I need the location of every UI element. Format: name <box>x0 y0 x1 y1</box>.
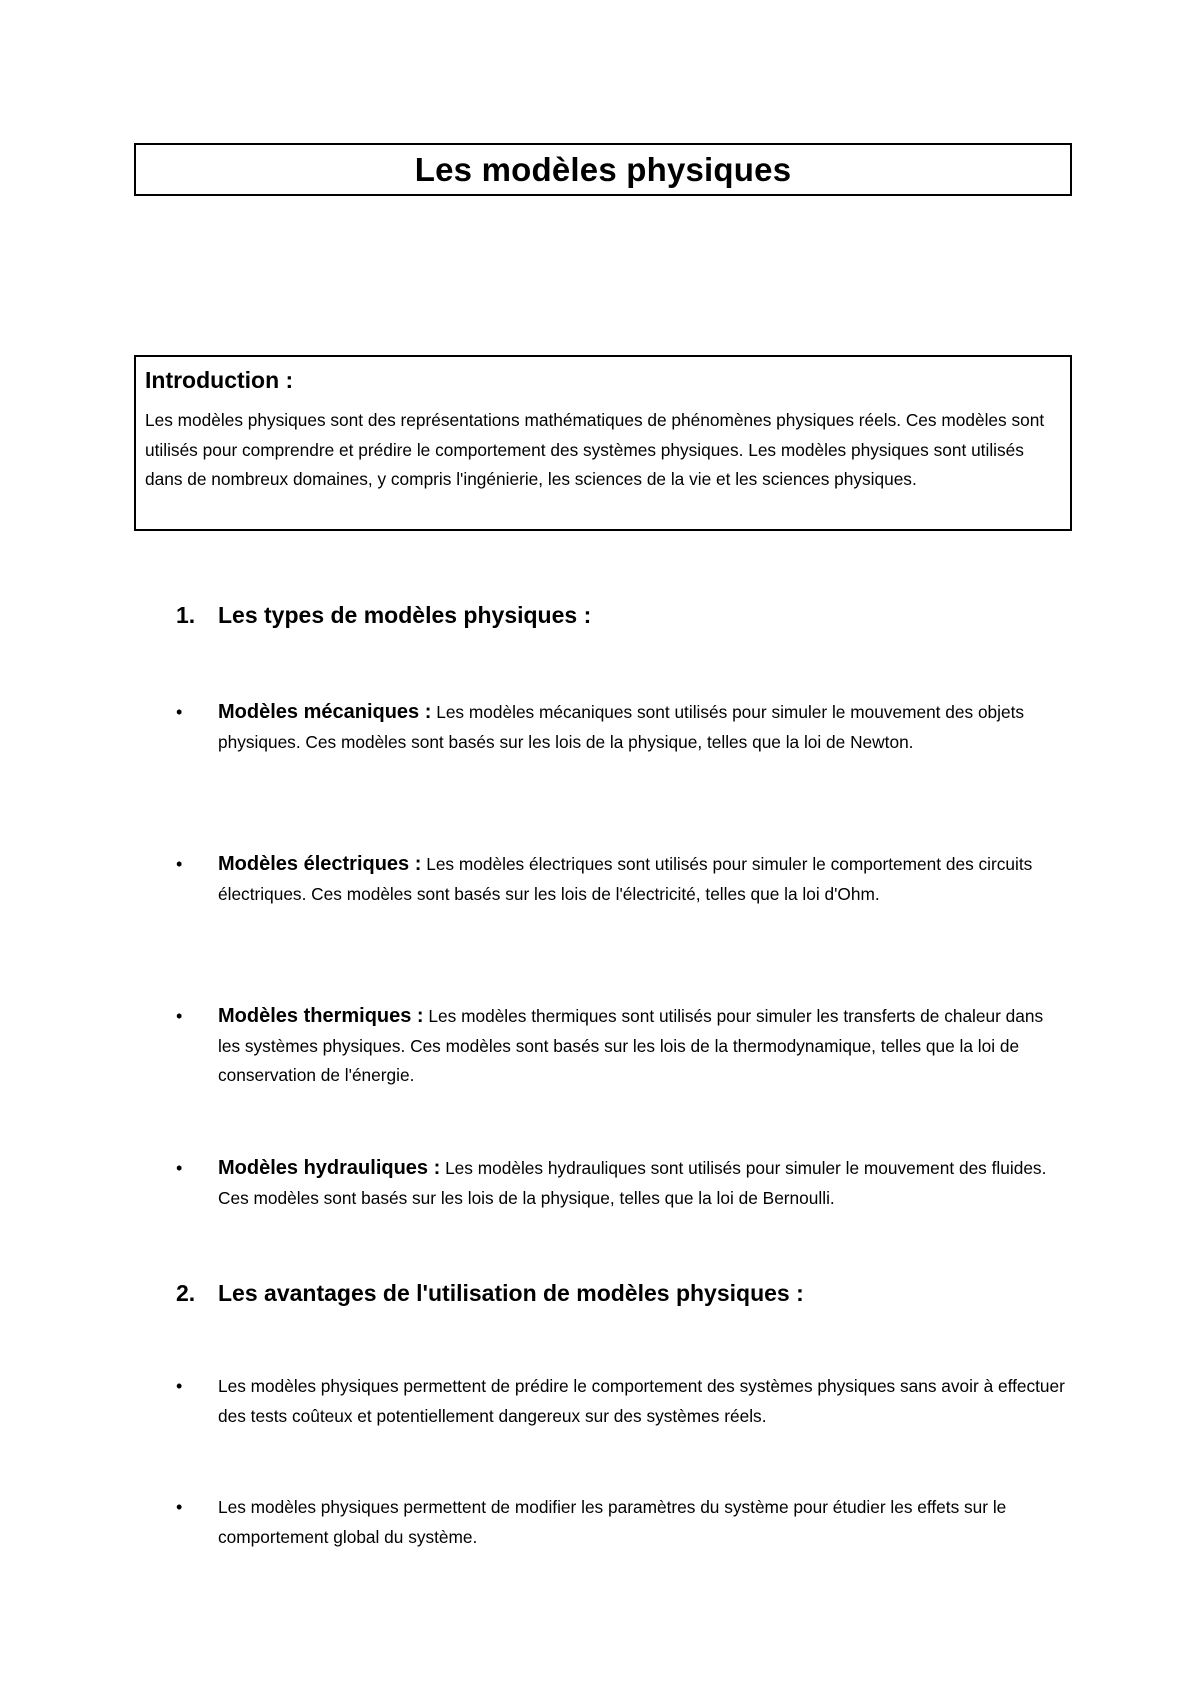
intro-heading: Introduction : <box>145 367 294 393</box>
bullet-term: Modèles thermiques : <box>218 1005 424 1027</box>
title-box <box>134 143 1072 196</box>
bullet-term: Modèles électriques : <box>218 853 422 875</box>
bullet-icon: • <box>176 1158 183 1178</box>
bullet-term: Modèles mécaniques : <box>218 701 432 723</box>
intro-box <box>134 355 1072 531</box>
bullet-body <box>218 1154 1076 1213</box>
bullet-icon: • <box>176 702 183 722</box>
bullet-item-advantage-2 <box>176 1493 1076 1552</box>
bullet-term: Modèles hydrauliques : <box>218 1157 441 1179</box>
bullet-icon: • <box>176 1006 183 1026</box>
bullet-item-mechanical <box>176 698 1076 757</box>
bullet-body <box>218 850 1076 909</box>
bullet-item-advantage-1 <box>176 1372 1076 1431</box>
bullet-text: Les modèles hydrauliques sont utilisés pour simuler le mouvement des fluides. Ces modèles sont basés sur les lois de la physique, telles que la loi de Bernoulli. <box>218 1158 1047 1208</box>
bullet-icon: • <box>176 1497 183 1517</box>
bullet-body: Les modèles physiques permettent de prédire le comportement des systèmes physiques sans avoir à effectuer des tests coûteux et potentiellement dangereux sur des systèmes réels. <box>218 1376 1065 1426</box>
bullet-icon: • <box>176 1376 183 1396</box>
section-title: Les types de modèles physiques : <box>218 602 592 628</box>
bullet-body <box>218 1002 1076 1091</box>
section-title: Les avantages de l'utilisation de modèles physiques : <box>218 1280 804 1306</box>
bullet-text: Les modèles électriques sont utilisés pour simuler le comportement des circuits électriques. Ces modèles sont basés sur les lois de l'électricité, telles que la loi d'Ohm. <box>218 854 1033 904</box>
section-number: 1. <box>176 602 196 628</box>
bullet-text: Les modèles mécaniques sont utilisés pour simuler le mouvement des objets physiques. Ces modèles sont basés sur les lois de la physique, telles que la loi de Newton. <box>218 702 1025 752</box>
section-number: 2. <box>176 1280 196 1306</box>
page-title: Les modèles physiques <box>414 150 792 188</box>
bullet-body <box>218 698 1076 757</box>
section-heading-1 <box>176 601 591 629</box>
bullet-body: Les modèles physiques permettent de modifier les paramètres du système pour étudier les effets sur le comportement global du système. <box>218 1497 1007 1547</box>
bullet-text: Les modèles thermiques sont utilisés pour simuler les transferts de chaleur dans les systèmes physiques. Ces modèles sont basés sur les lois de la thermodynamique, telles que la loi de conservation de l'énergie. <box>218 1006 1044 1085</box>
bullet-item-hydraulic <box>176 1154 1076 1213</box>
bullet-icon: • <box>176 854 183 874</box>
section-heading-2 <box>176 1279 804 1307</box>
bullet-item-thermal <box>176 1002 1076 1091</box>
intro-text: Les modèles physiques sont des représentations mathématiques de phénomènes physiques réels. Ces modèles sont utilisés pour comprendre et prédire le comportement des systèmes physiques. Les modèles physiques sont utilisés dans de nombreux domaines, y compris l'ingénierie, les sciences de la vie et les sciences physiques. <box>145 410 1045 489</box>
bullet-item-electrical <box>176 850 1076 909</box>
